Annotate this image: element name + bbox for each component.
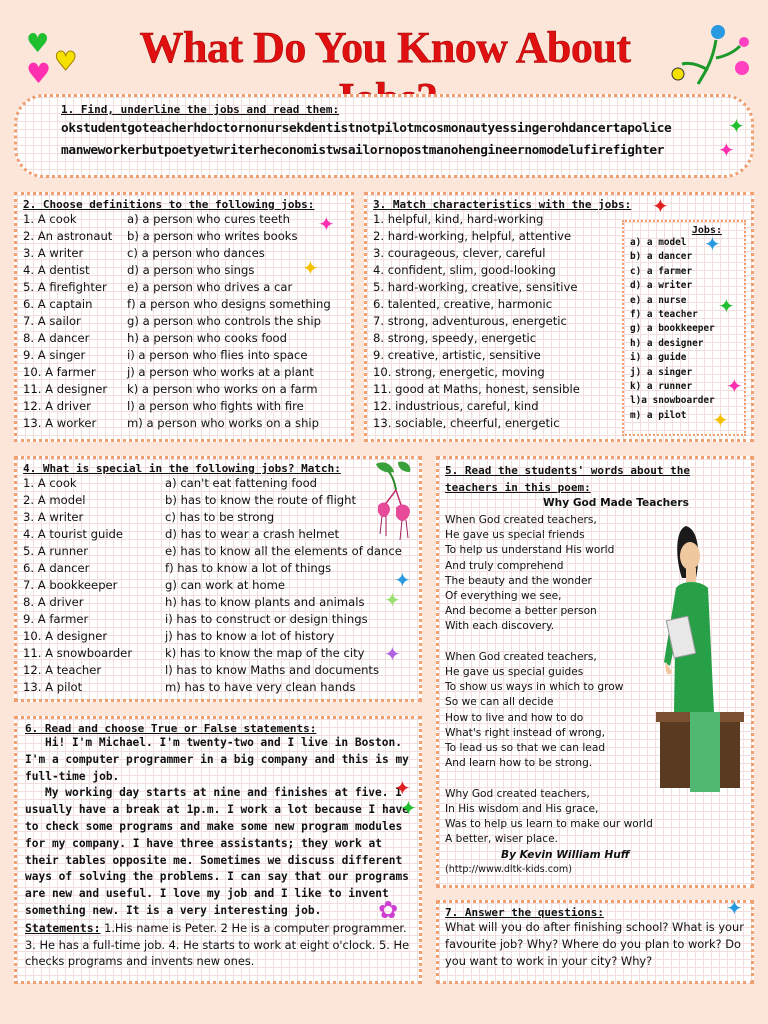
sparkle-icon: ✦ [400, 796, 417, 820]
sparkle-icon: ✦ [652, 194, 669, 218]
poem-title: Why God Made Teachers [543, 497, 689, 509]
list-item: 3. A writer [23, 510, 84, 524]
word-search-line-2: manweworkerbutpoetyetwriterheconomistwsailornopostmanohengineernomodelufirefighter [61, 143, 665, 158]
poem-line: In His wisdom and His grace, [445, 802, 599, 815]
list-item: 4. A tourist guide [23, 527, 124, 541]
section-4-box [14, 456, 422, 702]
list-item: f) has to know a lot of things [165, 561, 332, 575]
teacher-illustration [656, 522, 748, 822]
section-4-header: 4. What is special in the following jobs? Match: [23, 462, 341, 475]
list-item: e) a nurse [630, 294, 687, 306]
s3-jobs-list [630, 232, 740, 423]
list-item: k) a person who works on a farm [127, 382, 318, 396]
list-item: b) a dancer [630, 251, 693, 263]
list-item: 7. strong, adventurous, energetic [373, 314, 567, 328]
list-item: 6. talented, creative, harmonic [373, 297, 553, 311]
page-title: What Do You Know About [139, 23, 631, 72]
list-item: m) a pilot [630, 409, 687, 421]
poem-line: He gave us special guides [445, 666, 584, 679]
list-item: l) has to know Maths and documents [165, 663, 380, 677]
sparkle-icon: ✦ [728, 114, 745, 138]
list-item: 2. A model [23, 493, 86, 507]
statements-label: Statements: [25, 920, 101, 935]
list-item: 1. helpful, kind, hard-working [373, 212, 544, 226]
sparkle-icon: ✦ [302, 256, 319, 280]
list-item: g) a person who controls the ship [127, 314, 321, 328]
list-item: 5. hard-working, creative, sensitive [373, 280, 578, 294]
list-item: k) has to know the map of the city [165, 646, 365, 660]
s4-jobs-list [23, 475, 165, 696]
list-item: a) a model [630, 237, 687, 248]
list-item: 11. A designer [23, 382, 108, 396]
s2-jobs-list [23, 211, 127, 432]
statements [25, 920, 411, 970]
heart-icon-pink: ♥ [26, 57, 52, 90]
heart-icon-green: ♥ [26, 29, 50, 59]
poem-author: By Kevin William Huff [501, 849, 630, 862]
poem-line: And truly comprehend [445, 559, 564, 572]
sparkle-icon: ✦ [718, 294, 735, 318]
poem-line: Why God created teachers, [445, 787, 590, 800]
list-item: h) a person who cooks food [127, 331, 288, 345]
list-item: m) has to have very clean hands [165, 680, 356, 694]
s3-jobs-box [622, 220, 746, 436]
section-2-box [14, 192, 354, 442]
poem-line: So we can all decide [445, 696, 554, 709]
list-item: 9. A singer [23, 348, 86, 362]
list-item: c) a farmer [630, 265, 693, 277]
poem-url: (http://www.dltk-kids.com) [445, 864, 572, 876]
list-item: e) a person who drives a car [127, 280, 293, 294]
list-item: 12. A teacher [23, 663, 102, 677]
section-7-header: 7. Answer the questions: [445, 906, 604, 919]
list-item: e) has to know all the elements of dance [165, 544, 402, 558]
sparkle-icon: ✦ [726, 374, 743, 398]
poem-line: The beauty and the wonder [445, 574, 592, 587]
list-item: 10. strong, energetic, moving [373, 365, 545, 379]
section-5-header: 5. Read the students' words about the [445, 464, 691, 477]
heart-icon-yellow: ♥ [54, 47, 78, 77]
list-item: h) a designer [630, 337, 704, 349]
fuchsia-flower-icon [372, 460, 418, 544]
list-item: g) can work at home [165, 578, 286, 592]
list-item: 12. industrious, careful, kind [373, 399, 539, 413]
sparkle-icon: ✦ [394, 776, 411, 800]
list-item: l)a snowboarder [630, 395, 715, 407]
flower-icon: ✿ [378, 896, 399, 924]
list-item: d) a writer [630, 280, 693, 292]
list-item: 9. A farmer [23, 612, 89, 626]
section-1-header: 1. Find, underline the jobs and read them: [61, 103, 340, 116]
list-item: 13. A worker [23, 416, 97, 430]
s2-definitions-list [127, 211, 331, 432]
list-item: 4. A dentist [23, 263, 90, 277]
questions-text: What will you do after finishing school? What is your favourite job? Why? Where do you plan to work? Do you want to work in your city? Why? [445, 920, 744, 968]
list-item: j) a person who works at a plant [127, 365, 314, 379]
list-item: c) has to be strong [165, 510, 275, 524]
section-1-box [14, 94, 754, 178]
sparkle-icon: ✦ [394, 568, 411, 592]
poem-line: And learn how to be strong. [445, 757, 593, 770]
list-item: g) a bookkeeper [630, 323, 715, 335]
poem-line: Of everything we see, [445, 590, 562, 603]
list-item: f) a person who designs something [127, 297, 331, 311]
poem-line: With each discovery. [445, 620, 555, 633]
list-item: 9. creative, artistic, sensitive [373, 348, 541, 362]
list-item: 5. A runner [23, 544, 89, 558]
list-item: j) has to know a lot of history [165, 629, 335, 643]
s4-specials-list [165, 475, 402, 696]
list-item: d) a person who sings [127, 263, 255, 277]
sparkle-icon: ✦ [384, 642, 401, 666]
list-item: i) has to construct or design things [165, 612, 368, 626]
poem-line: He gave us special friends [445, 529, 585, 542]
poem-line: And become a better person [445, 605, 597, 618]
poem-line: How to live and how to do [445, 711, 584, 724]
list-item: 10. A designer [23, 629, 108, 643]
sparkle-icon: ✦ [718, 138, 735, 162]
list-item: m) a person who works on a ship [127, 416, 319, 430]
list-item: 8. strong, speedy, energetic [373, 331, 537, 345]
poem-line: When God created teachers, [445, 650, 597, 663]
list-item: 13. A pilot [23, 680, 83, 694]
list-item: 6. A dancer [23, 561, 90, 575]
list-item: 8. A dancer [23, 331, 90, 345]
sparkle-icon: ✦ [318, 212, 335, 236]
poem-line: To lead us so that we can lead [445, 742, 606, 755]
list-item: 8. A driver [23, 595, 84, 609]
sparkle-icon: ✦ [726, 896, 743, 920]
flower-branch-icon [668, 18, 758, 90]
list-item: i) a guide [630, 352, 687, 364]
sparkle-icon: ✦ [384, 588, 401, 612]
list-item: b) has to know the route of flight [165, 493, 357, 507]
list-item: c) a person who dances [127, 246, 265, 260]
list-item: a) a person who cures teeth [127, 212, 290, 226]
list-item: 1. A cook [23, 212, 77, 226]
poem-line: When God created teachers, [445, 514, 597, 526]
list-item: 13. sociable, cheerful, energetic [373, 416, 560, 430]
list-item: 4. confident, slim, good-looking [373, 263, 556, 277]
list-item: a) can't eat fattening food [165, 476, 318, 490]
reading-paragraph-1: Hi! I'm Michael. I'm twenty-two and I live in Boston. I'm a computer programmer in a big company and this is my full-time job. [25, 736, 409, 783]
list-item: k) a runner [630, 381, 693, 393]
list-item: 7. A bookkeeper [23, 578, 118, 592]
reading-paragraph-2: My working day starts at nine and finishes at five. I usually have a break at 1p.m. I work a lot because I have to check some programs and make some new program modules for my company. I have three assistants; they work at their tables opposite me. Sometimes we discuss different ways of solving the problems. I can say that our programs are new and useful. I love my job and I like to invent something new. It is a very interesting job. [25, 786, 409, 917]
list-item: 3. courageous, clever, careful [373, 246, 546, 260]
poem-line: What's right instead of wrong, [445, 726, 605, 739]
list-item: h) has to know plants and animals [165, 595, 365, 609]
statements-text: 1.His name is Peter. 2 He is a computer programmer. 3. He has a full-time job. 4. He starts to work at eight o'clock. 5. He checks programs and invents new ones. [25, 920, 410, 969]
list-item: 12. A driver [23, 399, 91, 413]
list-item: 11. good at Maths, honest, sensible [373, 382, 580, 396]
poem-line: A better, wiser place. [445, 833, 559, 846]
s3-jobs-title: Jobs: [691, 225, 722, 236]
list-item: 2. hard-working, helpful, attentive [373, 229, 572, 243]
list-item: 11. A snowboarder [23, 646, 133, 660]
section-6-header: 6. Read and choose True or False statements: [25, 722, 317, 735]
poem-line: Was to help us learn to make our world [445, 818, 653, 831]
poem-line: To show us ways in which to grow [445, 681, 624, 694]
list-item: 2. An astronaut [23, 229, 113, 243]
list-item: 3. A writer [23, 246, 84, 260]
sparkle-icon: ✦ [712, 408, 729, 432]
section-2-header: 2. Choose definitions to the following jobs: [23, 198, 315, 211]
list-item: b) a person who writes books [127, 229, 298, 243]
section-7-box [436, 896, 754, 984]
word-search-line-1: okstudentgoteacherhdoctornonursekdentistnotpilotmcosmonautyessingerohdancertapolice [61, 121, 672, 136]
section-3-header: 3. Match characteristics with the jobs: [373, 198, 632, 211]
list-item: 1. A cook [23, 476, 77, 490]
section-5-header-line2: teachers in this poem: [445, 481, 591, 494]
list-item: i) a person who flies into space [127, 348, 308, 362]
section-6-box [14, 716, 422, 984]
list-item: 6. A captain [23, 297, 93, 311]
list-item: d) has to wear a crash helmet [165, 527, 340, 541]
list-item: 10. A farmer [23, 365, 96, 379]
list-item: f) a teacher [630, 309, 698, 321]
poem-line: To help us understand His world [445, 544, 615, 557]
sparkle-icon: ✦ [704, 232, 721, 256]
list-item: 7. A sailor [23, 314, 81, 328]
list-item: j) a singer [630, 366, 693, 378]
list-item: 5. A firefighter [23, 280, 107, 294]
list-item: l) a person who fights with fire [127, 399, 304, 413]
